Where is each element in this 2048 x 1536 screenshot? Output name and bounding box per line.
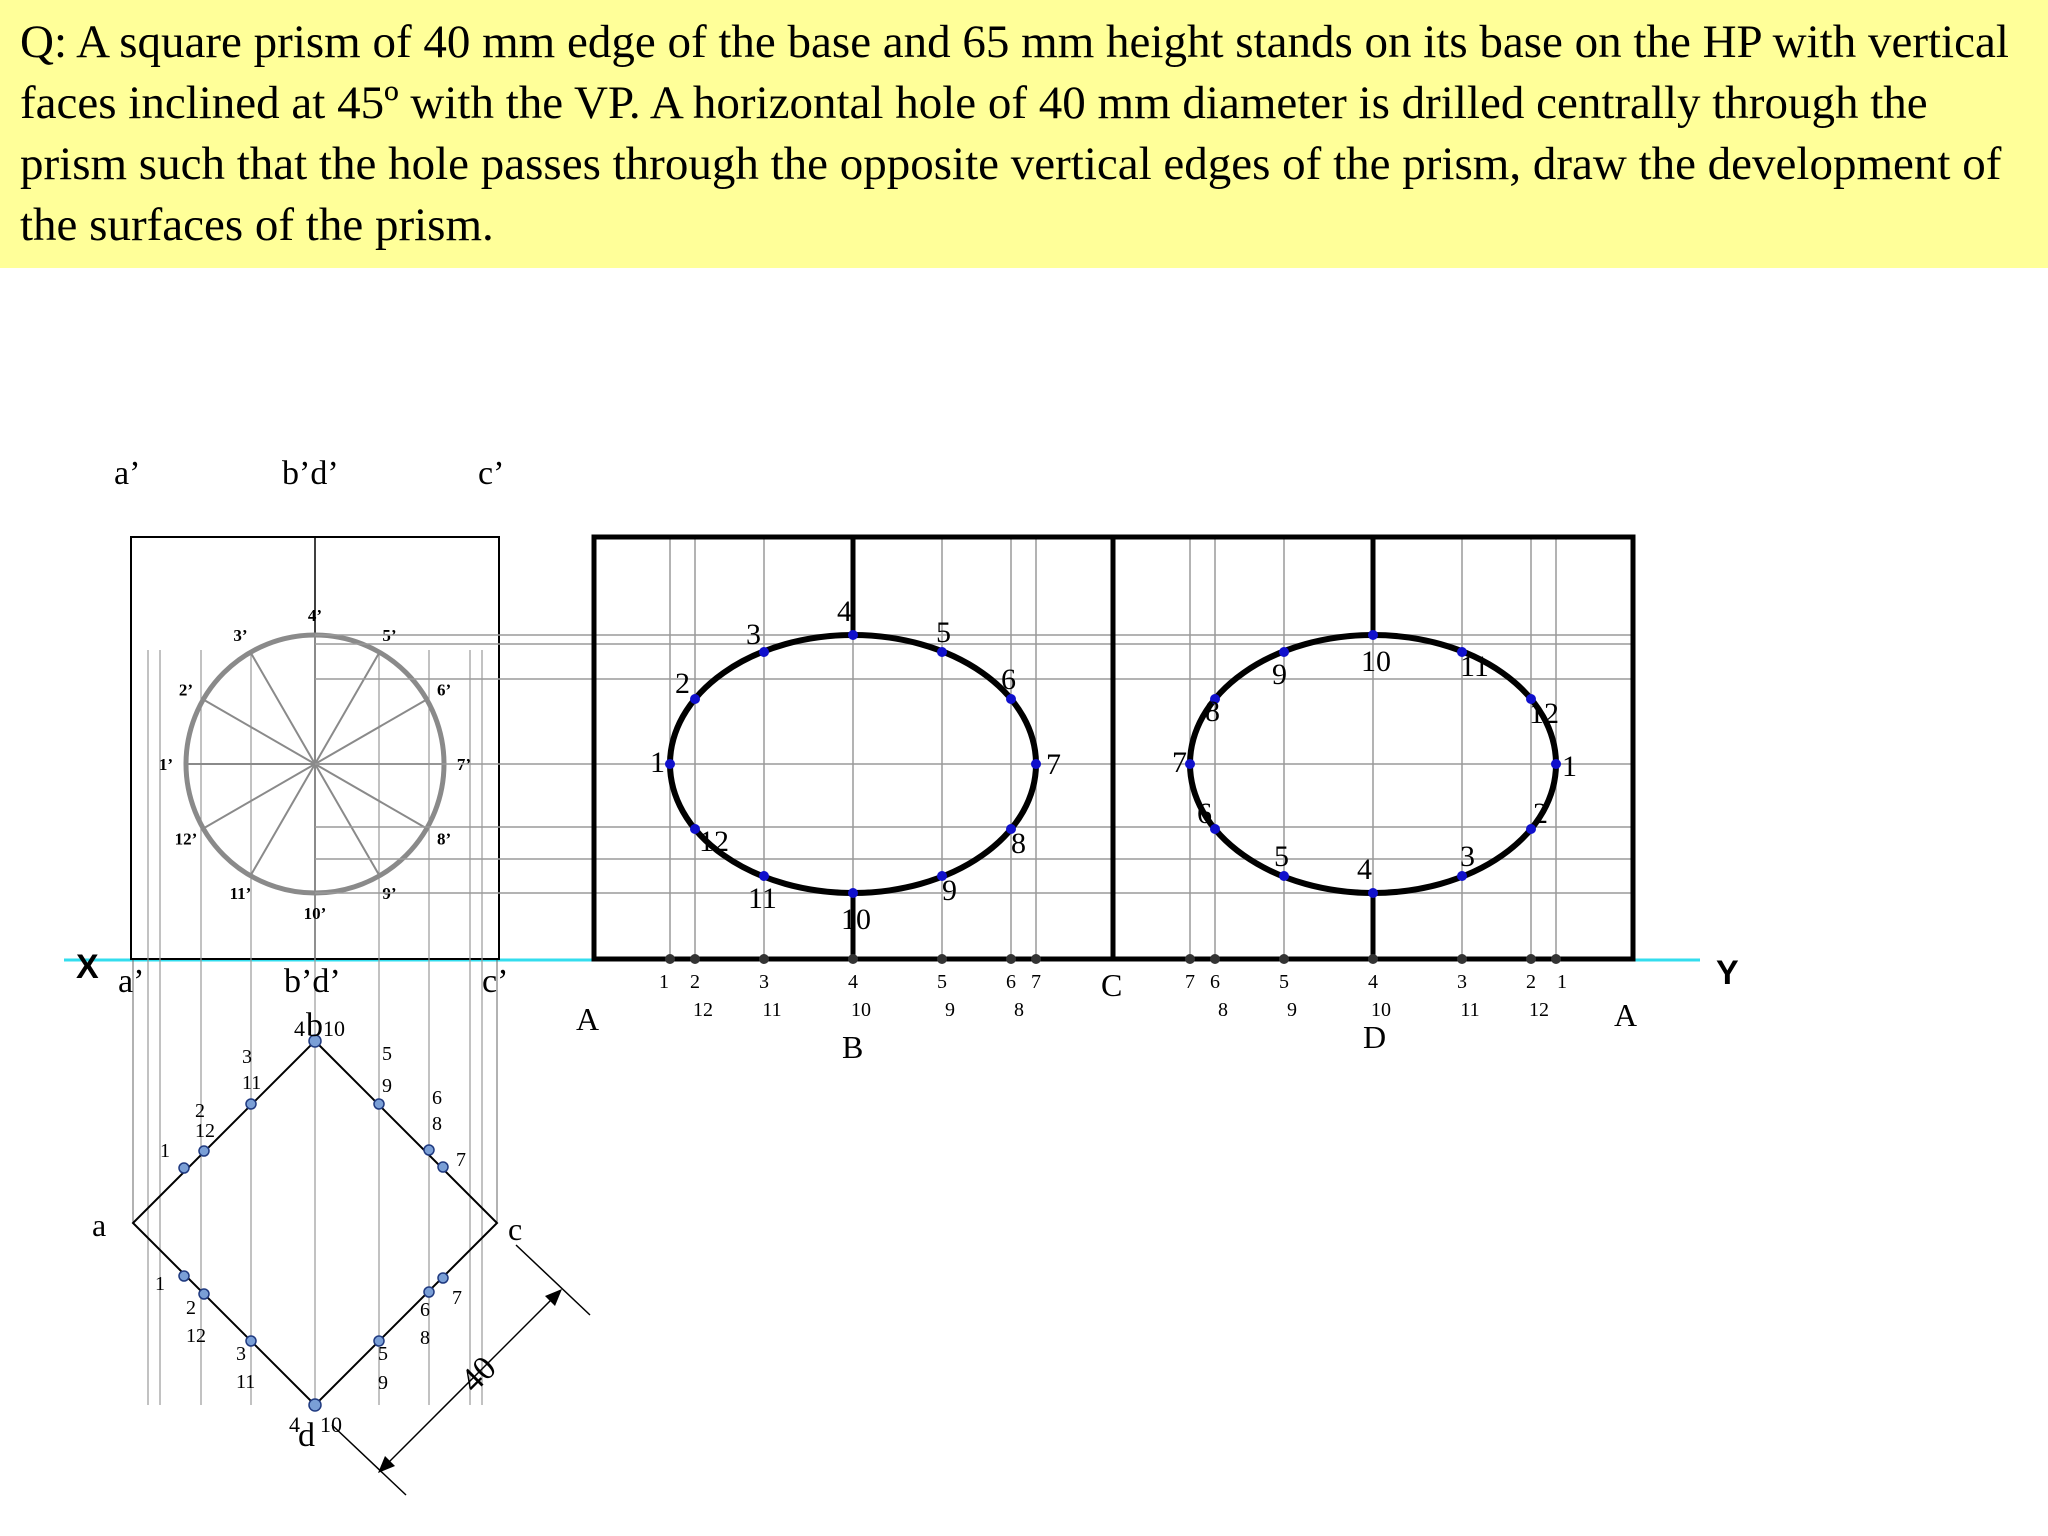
baseline-point [1006,954,1016,964]
curve-point [1551,759,1561,769]
baseline-label: 6 [1210,971,1220,993]
elev-bottom-label-c: c’ [482,963,509,1000]
baseline-label: 5 [1279,971,1289,993]
curve-label: 4 [837,595,852,628]
curve-label: 6 [1197,797,1212,830]
curve-label: 1 [650,746,665,779]
baseline-point [1031,954,1041,964]
baseline-point [1185,954,1195,964]
development-projectors [315,537,1633,959]
plan-label-b-prefix: 4 [294,1016,305,1041]
plan-point [246,1099,256,1109]
x-label: X [76,948,99,986]
plan-point-label: 8 [420,1327,430,1349]
circle-point-label: 10’ [303,904,327,923]
plan-point-label: 8 [432,1113,442,1135]
plan-point [438,1162,448,1172]
plan-label-c: c [508,1211,523,1247]
baseline-point [848,954,858,964]
curve-label: 12 [1529,697,1559,730]
curve-point [690,694,700,704]
curve-label: 4 [1357,853,1372,886]
curve-label: 2 [675,667,690,700]
plan-point-label: 3 [236,1343,246,1365]
plan-point-label: 9 [378,1372,388,1394]
plan-point [179,1271,189,1281]
dev-corner-D: D [1363,1019,1387,1055]
curve-label: 8 [1011,827,1026,860]
plan-point [179,1163,189,1173]
baseline-label: 8 [1218,999,1228,1021]
plan-point [438,1273,448,1283]
plan-point [424,1287,434,1297]
plan-point-d [309,1399,321,1411]
baseline-label: 11 [762,999,782,1021]
dimension-extension-1 [516,1245,590,1315]
circle-point-label: 4’ [307,606,323,625]
curve-point [1368,630,1378,640]
plan-point-label: 6 [420,1299,430,1321]
baseline-label: 4 [1368,971,1378,993]
baseline-label: 12 [693,999,713,1021]
baseline-point [1457,954,1467,964]
baseline-label: 5 [937,971,947,993]
plan-point-label: 7 [456,1149,466,1171]
baseline-label: 3 [1457,971,1467,993]
curve-point [1031,759,1041,769]
plan-label-a: a [92,1207,107,1243]
plan-label-b: b [306,1007,323,1044]
circle-point-label: 3’ [233,625,248,645]
elev-top-label-bd: b’d’ [282,455,339,492]
curve-label: 10 [841,903,871,936]
curve-label: 5 [1274,840,1289,873]
baseline-point [665,954,675,964]
plan-point-label: 11 [242,1072,262,1094]
curve-label: 9 [1272,658,1287,691]
plan-point-label: 6 [432,1087,442,1109]
plan-view [92,960,590,1495]
baseline-point [1368,954,1378,964]
baseline-label: 10 [851,999,871,1021]
baseline-label: 9 [945,999,955,1021]
curve-label: 6 [1001,663,1016,696]
plan-point-label: 3 [242,1046,252,1068]
plan-point-label: 5 [378,1343,388,1365]
baseline-label: 2 [690,971,700,993]
circle-point-label: 1’ [158,755,174,774]
curve-label: 1 [1562,750,1577,783]
baseline-point [937,954,947,964]
baseline-label: 12 [1529,999,1549,1021]
plan-point [374,1099,384,1109]
curve-point [759,871,769,881]
curve-point [1368,888,1378,898]
plan-label-d-suffix: 10 [320,1412,342,1437]
circle-point-label: 8’ [436,829,452,849]
plan-point-label: 2 [186,1297,196,1319]
dimension-label: 40 [453,1349,504,1400]
elev-top-label-c: c’ [478,455,505,492]
y-label: Y [1716,954,1739,992]
dimension-extension-2 [332,1425,406,1495]
curve-label: 11 [748,882,777,915]
plan-point [246,1336,256,1346]
baseline-point [690,954,700,964]
circle-point-label: 2’ [178,680,194,700]
curve-label: 8 [1205,695,1220,728]
curve-label: 3 [746,618,761,651]
baseline-point [1210,954,1220,964]
baseline-label: 6 [1006,971,1016,993]
curve-label: 10 [1361,645,1391,678]
curve-point [848,630,858,640]
circle-point-label: 9’ [382,884,397,904]
plan-point-label: 12 [186,1325,206,1347]
curve-label: 5 [936,616,951,649]
plan-markers [179,1035,448,1411]
baseline-label: 10 [1371,999,1391,1021]
plan-point-labels [155,1043,466,1394]
plan-point-label: 1 [160,1140,170,1162]
curve-label: 7 [1046,748,1061,781]
baseline-point [759,954,769,964]
dev-corner-A-right: A [1614,997,1638,1033]
baseline-label: 11 [1460,999,1480,1021]
dev-corner-C: C [1101,967,1123,1003]
plan-point [424,1145,434,1155]
elev-bottom-label-a: a’ [118,963,145,1000]
circle-point-label: 12’ [174,829,198,849]
circle-point-label: 11’ [229,884,252,904]
elev-bottom-label-bd: b’d’ [284,963,341,1000]
plan-point [199,1289,209,1299]
elev-top-label-a: a’ [114,455,141,492]
curve-label: 7 [1172,746,1187,779]
plan-point-label: 5 [382,1043,392,1065]
baseline-label: 8 [1014,999,1024,1021]
curve-point [1279,647,1289,657]
plan-label-d-prefix: 4 [289,1412,300,1437]
curve-label: 2 [1533,797,1548,830]
plan-point-label: 2 [195,1100,205,1122]
baseline-label: 1 [1557,971,1567,993]
development [315,537,1637,1065]
curve-point [848,888,858,898]
circle-point-label: 5’ [382,625,397,645]
dev-corner-B: B [842,1029,864,1065]
curve-point [665,759,675,769]
question-text: Q: A square prism of 40 mm edge of the base and 65 mm height stands on its base on the HP with vertical faces inclined at 45º with the VP. A horizontal hole of 40 mm diameter is drilled centrally through the prism such that the hole passes through the opposite vertical edges of the prism, draw the development of the surfaces of the prism. [20,16,2009,251]
plan-point-label: 11 [236,1371,256,1393]
circle-point-label: 7’ [456,755,472,774]
circle-point-label: 6’ [436,680,452,700]
plan-point [199,1146,209,1156]
plan-point-label: 7 [452,1287,462,1309]
plan-label-b-suffix: 10 [323,1016,345,1041]
plan-point-label: 9 [382,1075,392,1097]
baseline-point [1279,954,1289,964]
curve-label: 9 [942,874,957,907]
plan-point-label: 1 [155,1273,165,1295]
baseline-label: 9 [1287,999,1297,1021]
baseline-label: 1 [659,971,669,993]
plan-label-d: d [298,1417,315,1454]
baseline-label: 3 [759,971,769,993]
curve-label: 3 [1460,840,1475,873]
baseline-label: 7 [1185,971,1195,993]
baseline-point [1526,954,1536,964]
baseline-label: 4 [848,971,858,993]
plan-point-label: 12 [195,1120,215,1142]
curve-label: 11 [1460,650,1489,683]
baseline-point [1551,954,1561,964]
baseline-label: 7 [1031,971,1041,993]
dev-corner-A-left: A [576,1001,600,1037]
baseline-label: 2 [1526,971,1536,993]
curve-label: 12 [699,825,729,858]
